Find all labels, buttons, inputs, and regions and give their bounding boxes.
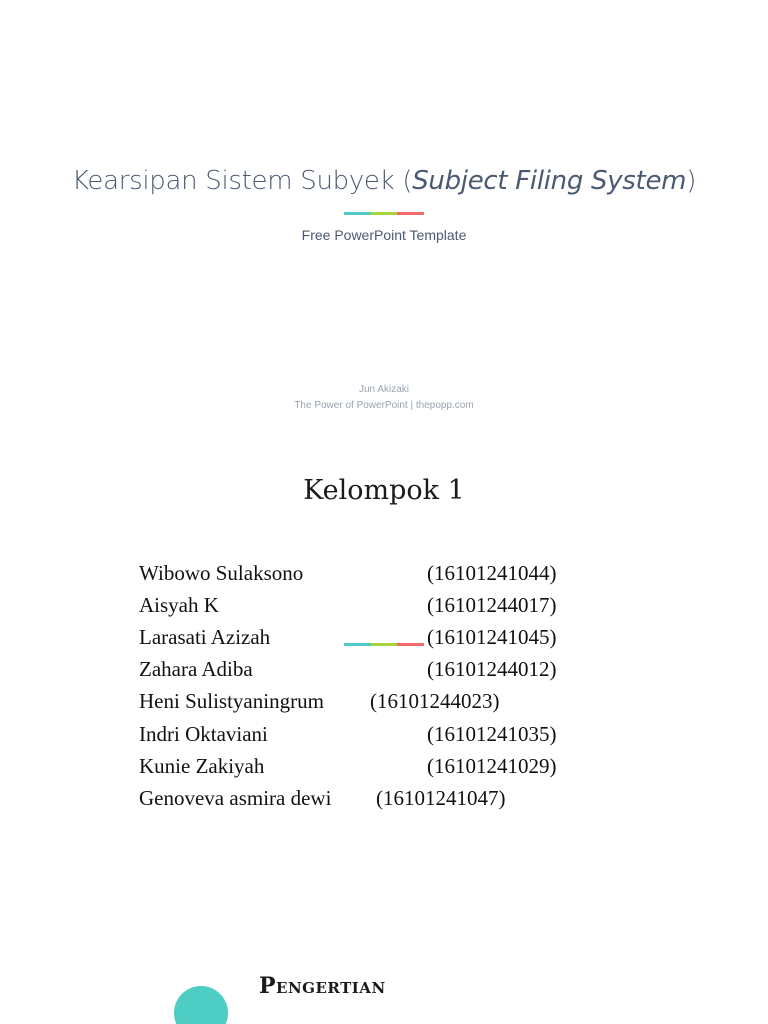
color-bar-segment	[344, 212, 371, 215]
color-bar-segment	[371, 643, 398, 646]
member-nim: (16101241047)	[376, 786, 506, 810]
member-name: Larasati Azizah	[139, 625, 271, 649]
color-bar-segment	[344, 643, 371, 646]
circle-decoration	[174, 986, 228, 1024]
slide-author: Jun Akizaki	[358, 384, 410, 395]
member-name: Genoveva asmira dewi	[139, 786, 332, 810]
member-nim: (16101244012)	[427, 657, 557, 681]
slide-subtitle: Free PowerPoint Template	[301, 227, 467, 243]
section-heading: Pengertian	[259, 973, 386, 999]
title-color-bar	[344, 212, 424, 215]
member-name: Kunie Zakiyah	[139, 754, 265, 778]
color-bar-segment	[397, 643, 424, 646]
slide-title	[0, 166, 768, 196]
member-name: Zahara Adiba	[139, 657, 253, 681]
members-color-bar	[344, 643, 424, 646]
member-name: Wibowo Sulaksono	[139, 561, 304, 585]
slide-credit: The Power of PowerPoint | thepopp.com	[294, 400, 474, 411]
member-name: Heni Sulistyaningrum	[139, 689, 324, 713]
member-nim: (16101241044)	[427, 561, 557, 585]
slide-title-italic: Subject Filing System	[412, 166, 687, 196]
color-bar-segment	[397, 212, 424, 215]
member-name: Indri Oktaviani	[139, 722, 268, 746]
member-nim: (16101241035)	[427, 722, 557, 746]
group-title: Kelompok 1	[303, 475, 465, 506]
member-name: Aisyah K	[139, 593, 219, 617]
slide-title-close: )	[686, 166, 697, 196]
slide-title-main: Kearsipan Sistem Subyek (	[71, 166, 413, 196]
member-nim: (16101241045)	[427, 625, 557, 649]
member-nim: (16101241029)	[427, 754, 557, 778]
member-nim: (16101244023)	[370, 689, 500, 713]
color-bar-segment	[371, 212, 398, 215]
member-nim: (16101244017)	[427, 593, 557, 617]
